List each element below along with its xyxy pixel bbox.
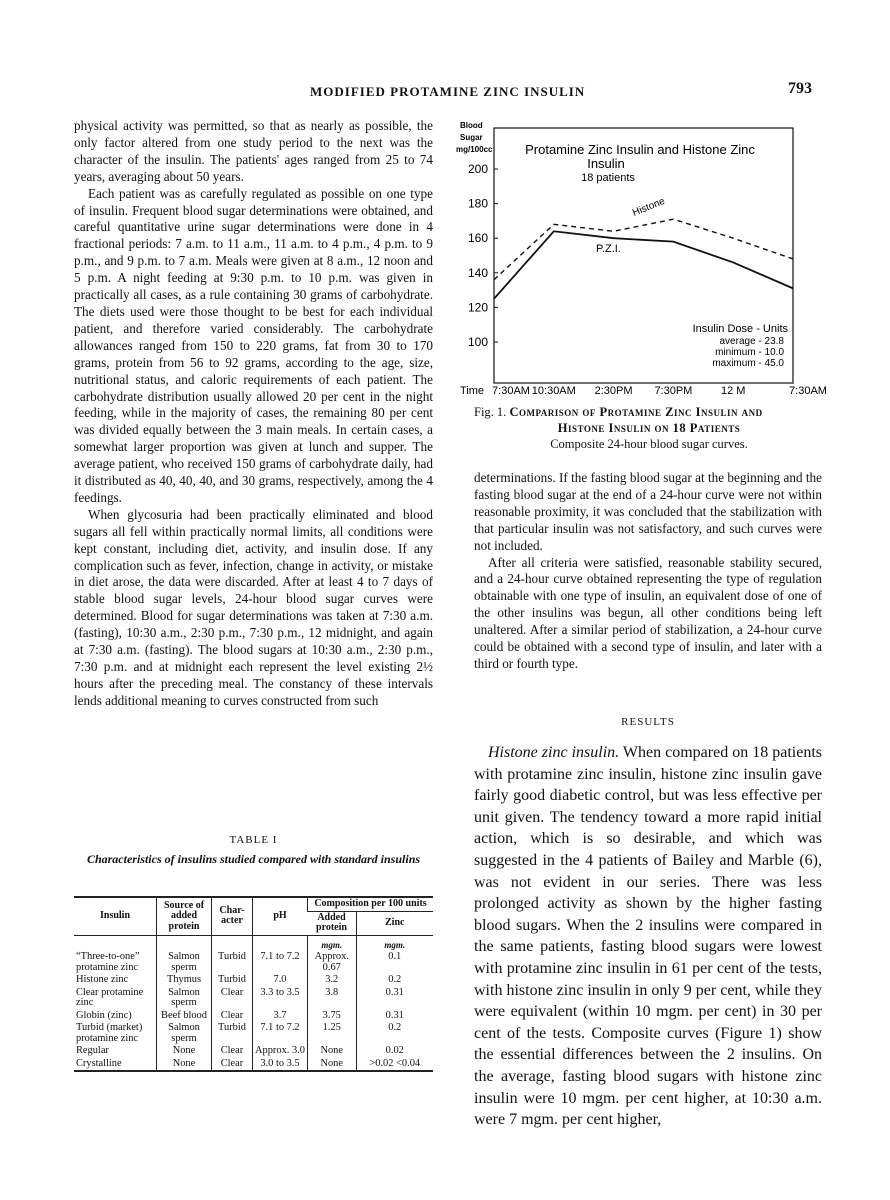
blood-sugar-chart — [456, 118, 836, 428]
table-cell: 0.31 — [356, 987, 433, 1010]
table-cell: Turbid (market) protamine zinc — [76, 1022, 143, 1044]
table-cell: 0.1 — [356, 951, 433, 974]
series-line-pzi — [494, 231, 793, 298]
table-cell: None — [308, 1058, 357, 1072]
table-cell: >0.02 <0.04 — [356, 1058, 433, 1072]
table-cell: 3.8 — [308, 987, 357, 1010]
table-row — [74, 1022, 433, 1045]
dose-title: Insulin Dose - Units — [692, 323, 788, 335]
table-row — [74, 974, 433, 987]
paragraph: After all criteria were satisfied, reasonable stability secured, and a 24-hour curve obtained representing the type of regulation obtainable with one type of insulin, an equivalent dose of one of the other insulins was begun, all other conditions being left unaltered. After a similar period of stabilization, a 24-hour curve could be obtained with a second type of insulin, and later with a third or fourth type. — [474, 554, 822, 671]
table-cell: Regular — [76, 1045, 109, 1056]
col-header-ph: pH — [253, 897, 308, 935]
table-cell: 7.1 to 7.2 — [253, 1022, 308, 1045]
page-number: 793 — [788, 80, 812, 97]
figure-caption — [474, 404, 824, 452]
chart-title-line2: Insulin — [587, 156, 625, 171]
y-tick-label: 140 — [467, 265, 488, 280]
dose-minimum: minimum - 10.0 — [715, 347, 784, 358]
table-cell: Salmon sperm — [157, 1022, 212, 1045]
x-tick-label: 7:30AM — [789, 385, 827, 397]
col-header-character: Char-acter — [212, 897, 253, 935]
table-label: TABLE I — [229, 834, 278, 846]
table-cell: 3.75 — [308, 1010, 357, 1023]
col-header-zinc: Zinc — [356, 911, 433, 935]
y-axis-label — [456, 121, 493, 154]
table-cell: None — [308, 1045, 357, 1058]
units-row — [74, 935, 433, 951]
table-cell: 7.1 to 7.2 — [253, 951, 308, 974]
table-cell: 0.31 — [356, 1010, 433, 1023]
table-cell: 0.02 — [356, 1045, 433, 1058]
table-cell: 3.0 to 3.5 — [253, 1058, 308, 1072]
right-column-upper — [474, 470, 822, 673]
y-tick-label: 180 — [467, 196, 488, 211]
col-header-composition: Composition per 100 units — [308, 897, 434, 911]
table-cell: Clear — [212, 1045, 253, 1058]
table-cell: Turbid — [212, 951, 253, 974]
table-cell: 0.2 — [356, 974, 433, 987]
table-cell: 7.0 — [253, 974, 308, 987]
paragraph-text: When compared on 18 patients with protamine zinc insulin, histone zinc insulin gave fairly good diabetic control, but was less effective per unit given. The tendency toward a more rapid initial action, which is so desirable, and which was suggested in the 4 patients of Bailey and Marble (6), was not evident in our series. There was less prolonged activity as shown by the higher fasting blood sugars. When the 2 insulins were compared in the same patients, fasting blood sugars were lowest with protamine zinc insulin in 61 per cent of the tests, with histone zinc insulin in only 9 per cent, while they were equivalent (within 10 mgm. per cent) in 30 per cent of the tests. Composite curves (Figure 1) show the essential differences between the 2 insulins. On the average, fasting blood sugars with histone zinc insulin were 10 mgm. per cent higher, at 10:30 a.m. were 7 mgm. per cent higher, — [474, 744, 823, 1129]
table-cell: Salmon sperm — [157, 987, 212, 1010]
chart-title — [525, 142, 755, 184]
x-tick-label: 10:30AM — [531, 385, 576, 397]
x-axis-ticks — [492, 385, 827, 397]
paragraph: Each patient was as carefully regulated as possible on one type of insulin. Frequent blood sugar determinations were obtained, and careful quantitative urine sugar determinations were done in 4 fractional periods: 7 a.m. to 11 a.m., 11 a.m. to 4 p.m., 4 p.m. to 9 p.m., and 9 p.m. to 7 a.m. Meals were given at 8 a.m., 12 noon and 5 p.m. A night feeding at 9:30 p.m. to 10 p.m. was given in practically all cases, as a rule containing 30 grams of carbohydrate. The diets used were those thought to be best for each individual patient, and therefore varied considerably. The carbohydrate allowances ranged from 150 to 220 grams, fat from 30 to 170 grams, protein from 56 to 92 grams, according to the age, size, nutritional status, and caloric requirements of each patient. The carbohydrate distribution usually allowed 20 per cent in the night feeding, while in the majority of cases, the remaining 80 per cent was divided equally between the 3 main meals. In certain cases, a somewhat larger proportion was given at lunch and supper. The average patient, who received 150 grams of carbohydrate daily, had it distributed as 40, 40, 40, and 30 grams, respectively, among the 4 feedings. — [74, 185, 433, 505]
table-cell: Salmon sperm — [157, 951, 212, 974]
x-tick-label: 7:30AM — [492, 385, 530, 397]
table-row — [74, 951, 433, 974]
table-row — [74, 987, 433, 1010]
paragraph — [474, 742, 822, 1131]
section-heading: RESULTS — [621, 716, 675, 728]
table-cell: Approx. 3.0 — [253, 1045, 308, 1058]
svg-text:Sugar: Sugar — [460, 133, 483, 142]
table-cell: None — [157, 1058, 212, 1072]
dose-maximum: maximum - 45.0 — [712, 358, 784, 369]
unit-label: mgm. — [308, 935, 357, 951]
col-header-insulin: Insulin — [74, 897, 157, 935]
y-tick-label: 120 — [467, 300, 488, 315]
col-header-added-protein: Added protein — [308, 911, 357, 935]
table-cell: Clear — [212, 1010, 253, 1023]
svg-text:Blood: Blood — [460, 121, 483, 130]
table-cell: Turbid — [212, 1022, 253, 1045]
table-cell: Clear — [212, 1058, 253, 1072]
running-header — [0, 80, 890, 104]
table-cell: Crystalline — [76, 1057, 122, 1069]
table-cell: 3.3 to 3.5 — [253, 987, 308, 1010]
table-cell: 0.2 — [356, 1022, 433, 1045]
series-label-histone: Histone — [631, 195, 667, 219]
table-cell: Approx. 0.67 — [308, 951, 357, 974]
unit-label: mgm. — [356, 935, 433, 951]
x-tick-label: 7:30PM — [654, 385, 693, 397]
table-row — [74, 1045, 433, 1058]
x-tick-label: 2:30PM — [594, 385, 633, 397]
table-cell: Turbid — [212, 974, 253, 987]
dose-legend — [693, 323, 789, 369]
figure-caption-sub: Composite 24-hour blood sugar curves. — [550, 437, 748, 451]
x-axis-prefix: Time — [459, 385, 485, 397]
table-cell: Globin (zinc) — [76, 1009, 132, 1021]
running-title: MODIFIED PROTAMINE ZINC INSULIN — [310, 84, 586, 99]
table-cell: Clear protamine zinc — [76, 986, 144, 1008]
table-row — [74, 1058, 433, 1072]
chart-title-line3: 18 patients — [581, 172, 635, 184]
table-cell: Beef blood — [157, 1010, 212, 1023]
col-header-source: Source of added protein — [157, 897, 212, 935]
paragraph: When glycosuria had been practically eliminated and blood sugars all fell within practically normal limits, all conditions were kept constant, including diet, activity, and insulin dose. If any complication such as fever, infection, change in activity, or mistake in diet arose, the data were discarded. After at least 4 to 7 days of stable blood sugar levels, 24-hour blood sugar curves were determined. Blood for sugar determinations was taken at 7:30 a.m. (fasting), 10:30 a.m., 2:30 p.m., 7:30 p.m., 12 midnight, and again at 7:30 a.m. (fasting). The blood sugars at 10:30 a.m., 2:30 p.m., 7:30 p.m. and at midnight each represent the level existing 2½ hours after the preceding meal. The constancy of these intervals lends additional meaning to curves constructed from such — [74, 506, 433, 708]
y-tick-label: 160 — [467, 231, 488, 246]
svg-text:mg/100cc: mg/100cc — [456, 145, 493, 154]
dose-average: average - 23.8 — [719, 336, 784, 347]
chart-series — [494, 219, 793, 299]
x-tick-label: 12 M — [720, 385, 746, 397]
table-row — [74, 1010, 433, 1023]
figure-label: Fig. 1. — [474, 405, 507, 419]
table-cell: Histone zinc — [76, 974, 129, 985]
y-tick-label: 100 — [467, 335, 488, 349]
table-caption — [74, 834, 433, 866]
table-cell: 3.2 — [308, 974, 357, 987]
table-cell: Clear — [212, 987, 253, 1010]
table-cell: 1.25 — [308, 1022, 357, 1045]
chart-title-line1: Protamine Zinc Insulin and Histone Zinc — [525, 142, 755, 157]
figure-caption-line2: Histone Insulin on 18 Patients — [557, 421, 741, 435]
table-cell: Thymus — [157, 974, 212, 987]
table-title: Characteristics of insulins studied compared with standard insulins — [86, 852, 421, 866]
table-cell: 3.7 — [253, 1010, 308, 1023]
series-label-pzi: P.Z.I. — [596, 243, 621, 255]
table-cell: None — [157, 1045, 212, 1058]
left-column — [74, 118, 433, 710]
paragraph: physical activity was permitted, so that as nearly as possible, the only factor altered from one study period to the next was the character of the insulin. The patients' ages ranged from 25 to 74 years, averaging about 50 years. — [74, 118, 433, 184]
table-cell: “Three-to-one” protamine zinc — [76, 951, 140, 973]
subsection-heading: Histone zinc insulin. — [488, 744, 620, 761]
y-tick-label: 200 — [467, 162, 488, 176]
paragraph: determinations. If the fasting blood sugar at the beginning and the fasting blood sugar at the end of a 24-hour curve were not within reasonable proximity, it was concluded that the stabilization with that particular insulin was not satisfactory, and such curves were not included. — [474, 470, 822, 553]
insulin-characteristics-table — [74, 896, 433, 1072]
figure-caption-line1: Comparison of Protamine Zinc Insulin and — [509, 405, 763, 419]
right-column-lower — [474, 742, 822, 1131]
